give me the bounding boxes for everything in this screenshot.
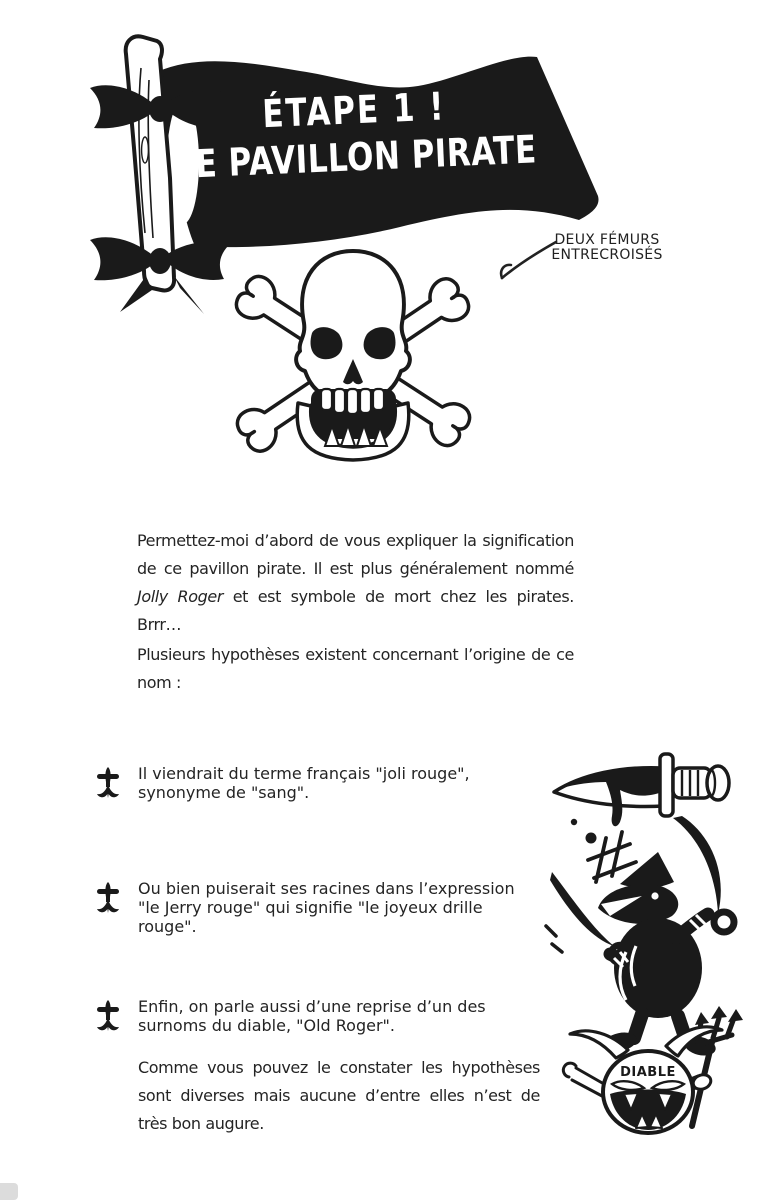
knife-guard: [660, 754, 673, 816]
intro-text-before: Permettez-moi d’abord de vous expliquer la signification de ce pavillon pirate. Il est plus généralement nommé: [137, 531, 574, 578]
crossbones-annotation: [549, 233, 665, 263]
page-corner-smudge: [0, 1183, 18, 1200]
skull: [296, 251, 410, 460]
fleur-cross-icon: [95, 881, 121, 914]
conclusion-paragraph: Comme vous pouvez le constater les hypothèses sont diverses mais aucune d’entre elles n’est de très bon augure.: [138, 1058, 540, 1133]
skull-crossbones-illustration: [205, 243, 505, 478]
trident-icon: [692, 1006, 743, 1126]
croc-head: [598, 884, 678, 924]
hypothesis-item: [95, 879, 515, 936]
annotation-arrow-icon: [490, 238, 560, 288]
annotation-line1: DEUX FÉMURS: [554, 232, 660, 248]
hypotheses-intro-paragraph: Plusieurs hypothèses existent concernant l’origine de ce nom :: [137, 645, 574, 692]
fleur-cross-icon: [95, 999, 121, 1032]
banner-title: [143, 84, 566, 189]
fleur-cross-icon: [95, 766, 121, 799]
pirate-hat: [620, 852, 674, 888]
hypothesis-text: Ou bien puiserait ses racines dans l’expression "le Jerry rouge" qui signifie "le joyeux drille rouge".: [138, 879, 515, 936]
motion-dashes: [546, 926, 562, 952]
banner-title-line2: LE PAVILLON PIRATE: [174, 127, 538, 189]
devil-face-illustration: [552, 1006, 779, 1200]
hypothesis-text: Enfin, on parle aussi d’une reprise d’un des surnoms du diable, "Old Roger".: [138, 997, 486, 1035]
banner-title-line1: ÉTAPE 1 !: [261, 84, 447, 138]
scratch-marks: [588, 832, 636, 882]
jolly-roger-term: Jolly Roger: [137, 587, 224, 606]
cutlass-raised: [673, 816, 721, 914]
hypothesis-item: [95, 997, 515, 1035]
annotation-line2: ENTRECROISÉS: [551, 247, 663, 263]
hypothesis-text: Il viendrait du terme français "joli rouge", synonyme de "sang".: [138, 764, 470, 802]
hypothesis-item: [95, 764, 515, 802]
diable-label: DIABLE: [620, 1065, 676, 1080]
intro-paragraph: [137, 527, 574, 639]
intro-text-after: et est symbole de mort chez les pirates. Brrr…: [137, 587, 574, 634]
